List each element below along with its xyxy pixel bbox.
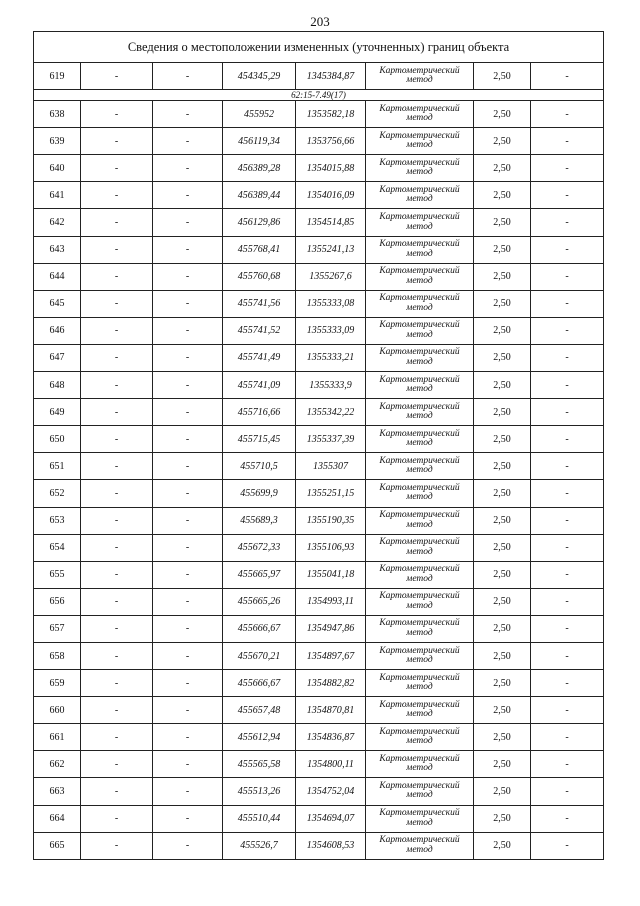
new-x: 455666,67 (223, 670, 296, 697)
point-number: 662 (34, 751, 81, 778)
new-y: 1354016,09 (296, 182, 366, 209)
new-y: 1355190,35 (296, 507, 366, 534)
old-y: - (153, 832, 223, 859)
description: - (531, 128, 604, 155)
new-x: 455768,41 (223, 236, 296, 263)
method: Картометрический метод (366, 182, 474, 209)
old-x: - (81, 63, 153, 90)
old-x: - (81, 534, 153, 561)
new-x: 455741,49 (223, 344, 296, 371)
method: Картометрический метод (366, 101, 474, 128)
method: Картометрический метод (366, 588, 474, 615)
old-y: - (153, 642, 223, 669)
old-y: - (153, 561, 223, 588)
new-y: 1354993,11 (296, 588, 366, 615)
point-number: 646 (34, 317, 81, 344)
accuracy: 2,50 (474, 63, 531, 90)
new-y: 1355041,18 (296, 561, 366, 588)
table-row (34, 778, 604, 805)
point-number: 654 (34, 534, 81, 561)
accuracy: 2,50 (474, 209, 531, 236)
old-x: - (81, 507, 153, 534)
old-y: - (153, 317, 223, 344)
point-number: 619 (34, 63, 81, 90)
new-y: 1345384,87 (296, 63, 366, 90)
new-y: 1355267,6 (296, 263, 366, 290)
new-y: 1353756,66 (296, 128, 366, 155)
point-number: 655 (34, 561, 81, 588)
old-x: - (81, 453, 153, 480)
new-y: 1355251,15 (296, 480, 366, 507)
new-y: 1354882,82 (296, 670, 366, 697)
accuracy: 2,50 (474, 724, 531, 751)
old-y: - (153, 344, 223, 371)
accuracy: 2,50 (474, 236, 531, 263)
old-y: - (153, 697, 223, 724)
new-y: 1354015,88 (296, 155, 366, 182)
method: Картометрический метод (366, 128, 474, 155)
accuracy: 2,50 (474, 263, 531, 290)
new-x: 456129,86 (223, 209, 296, 236)
old-x: - (81, 561, 153, 588)
point-number: 645 (34, 290, 81, 317)
method: Картометрический метод (366, 778, 474, 805)
new-x: 455665,97 (223, 561, 296, 588)
point-number: 660 (34, 697, 81, 724)
point-number: 663 (34, 778, 81, 805)
old-x: - (81, 155, 153, 182)
accuracy: 2,50 (474, 751, 531, 778)
table-row (34, 290, 604, 317)
old-x: - (81, 588, 153, 615)
old-y: - (153, 534, 223, 561)
point-number: 657 (34, 615, 81, 642)
old-x: - (81, 426, 153, 453)
method: Картометрический метод (366, 642, 474, 669)
new-x: 455665,26 (223, 588, 296, 615)
method: Картометрический метод (366, 209, 474, 236)
boundary-coordinates-table (33, 31, 604, 860)
point-number: 653 (34, 507, 81, 534)
new-x: 455666,67 (223, 615, 296, 642)
description: - (531, 778, 604, 805)
method: Картометрический метод (366, 805, 474, 832)
point-number: 651 (34, 453, 81, 480)
new-y: 1355307 (296, 453, 366, 480)
table-row (34, 101, 604, 128)
method: Картометрический метод (366, 615, 474, 642)
point-number: 641 (34, 182, 81, 209)
description: - (531, 670, 604, 697)
accuracy: 2,50 (474, 642, 531, 669)
table-row (34, 263, 604, 290)
new-y: 1354870,81 (296, 697, 366, 724)
table-row (34, 507, 604, 534)
new-x: 455689,3 (223, 507, 296, 534)
old-x: - (81, 290, 153, 317)
table-row (34, 426, 604, 453)
method: Картометрический метод (366, 236, 474, 263)
description: - (531, 480, 604, 507)
old-x: - (81, 778, 153, 805)
method: Картометрический метод (366, 534, 474, 561)
old-y: - (153, 209, 223, 236)
method: Картометрический метод (366, 290, 474, 317)
table-title-row (34, 32, 604, 63)
old-x: - (81, 263, 153, 290)
new-y: 1355333,08 (296, 290, 366, 317)
section-header-row (34, 90, 604, 101)
point-number: 643 (34, 236, 81, 263)
description: - (531, 236, 604, 263)
accuracy: 2,50 (474, 399, 531, 426)
old-x: - (81, 697, 153, 724)
point-number: 647 (34, 344, 81, 371)
new-y: 1354947,86 (296, 615, 366, 642)
old-x: - (81, 615, 153, 642)
new-x: 455715,45 (223, 426, 296, 453)
description: - (531, 832, 604, 859)
point-number: 652 (34, 480, 81, 507)
accuracy: 2,50 (474, 507, 531, 534)
method: Картометрический метод (366, 155, 474, 182)
old-x: - (81, 128, 153, 155)
point-number: 650 (34, 426, 81, 453)
accuracy: 2,50 (474, 426, 531, 453)
new-y: 1355333,09 (296, 317, 366, 344)
new-y: 1354608,53 (296, 832, 366, 859)
accuracy: 2,50 (474, 290, 531, 317)
accuracy: 2,50 (474, 344, 531, 371)
point-number: 656 (34, 588, 81, 615)
old-y: - (153, 453, 223, 480)
description: - (531, 805, 604, 832)
new-x: 455952 (223, 101, 296, 128)
old-x: - (81, 724, 153, 751)
table-row (34, 236, 604, 263)
accuracy: 2,50 (474, 128, 531, 155)
table-row (34, 832, 604, 859)
table-row (34, 670, 604, 697)
description: - (531, 561, 604, 588)
new-x: 455741,09 (223, 372, 296, 399)
old-y: - (153, 236, 223, 263)
method: Картометрический метод (366, 697, 474, 724)
method: Картометрический метод (366, 507, 474, 534)
new-y: 1354836,87 (296, 724, 366, 751)
old-y: - (153, 615, 223, 642)
new-y: 1354694,07 (296, 805, 366, 832)
accuracy: 2,50 (474, 480, 531, 507)
description: - (531, 101, 604, 128)
old-y: - (153, 290, 223, 317)
new-x: 456389,28 (223, 155, 296, 182)
description: - (531, 399, 604, 426)
point-number: 640 (34, 155, 81, 182)
old-y: - (153, 155, 223, 182)
old-x: - (81, 344, 153, 371)
description: - (531, 453, 604, 480)
description: - (531, 344, 604, 371)
old-y: - (153, 426, 223, 453)
description: - (531, 263, 604, 290)
method: Картометрический метод (366, 480, 474, 507)
table-row (34, 642, 604, 669)
table-row (34, 751, 604, 778)
method: Картометрический метод (366, 344, 474, 371)
method: Картометрический метод (366, 426, 474, 453)
point-number: 659 (34, 670, 81, 697)
old-x: - (81, 642, 153, 669)
new-y: 1354752,04 (296, 778, 366, 805)
description: - (531, 317, 604, 344)
old-y: - (153, 724, 223, 751)
description: - (531, 534, 604, 561)
old-y: - (153, 778, 223, 805)
accuracy: 2,50 (474, 805, 531, 832)
table-row (34, 63, 604, 90)
table-row (34, 128, 604, 155)
table-row (34, 209, 604, 236)
method: Картометрический метод (366, 63, 474, 90)
new-y: 1355106,93 (296, 534, 366, 561)
description: - (531, 588, 604, 615)
table-row (34, 453, 604, 480)
method: Картометрический метод (366, 372, 474, 399)
accuracy: 2,50 (474, 534, 531, 561)
accuracy: 2,50 (474, 182, 531, 209)
old-x: - (81, 399, 153, 426)
old-x: - (81, 209, 153, 236)
description: - (531, 697, 604, 724)
accuracy: 2,50 (474, 101, 531, 128)
new-x: 455710,5 (223, 453, 296, 480)
table-title: Сведения о местоположении измененных (уточненных) границ объекта (34, 32, 604, 63)
description: - (531, 642, 604, 669)
new-y: 1355342,22 (296, 399, 366, 426)
method: Картометрический метод (366, 561, 474, 588)
method: Картометрический метод (366, 724, 474, 751)
point-number: 649 (34, 399, 81, 426)
new-x: 456389,44 (223, 182, 296, 209)
old-y: - (153, 63, 223, 90)
old-x: - (81, 182, 153, 209)
old-y: - (153, 263, 223, 290)
description: - (531, 209, 604, 236)
table-row (34, 561, 604, 588)
point-number: 648 (34, 372, 81, 399)
old-x: - (81, 317, 153, 344)
old-x: - (81, 805, 153, 832)
new-x: 455510,44 (223, 805, 296, 832)
accuracy: 2,50 (474, 453, 531, 480)
point-number: 665 (34, 832, 81, 859)
old-x: - (81, 670, 153, 697)
table-row (34, 588, 604, 615)
new-y: 1354897,67 (296, 642, 366, 669)
accuracy: 2,50 (474, 670, 531, 697)
accuracy: 2,50 (474, 155, 531, 182)
point-number: 638 (34, 101, 81, 128)
new-x: 455526,7 (223, 832, 296, 859)
accuracy: 2,50 (474, 317, 531, 344)
method: Картометрический метод (366, 670, 474, 697)
old-y: - (153, 399, 223, 426)
new-x: 455513,26 (223, 778, 296, 805)
table-row (34, 534, 604, 561)
old-y: - (153, 751, 223, 778)
old-x: - (81, 372, 153, 399)
description: - (531, 290, 604, 317)
new-x: 455699,9 (223, 480, 296, 507)
description: - (531, 372, 604, 399)
table-row (34, 182, 604, 209)
new-x: 455741,52 (223, 317, 296, 344)
new-y: 1353582,18 (296, 101, 366, 128)
method: Картометрический метод (366, 317, 474, 344)
method: Картометрический метод (366, 399, 474, 426)
description: - (531, 426, 604, 453)
table-row (34, 399, 604, 426)
description: - (531, 615, 604, 642)
table-row (34, 317, 604, 344)
old-y: - (153, 480, 223, 507)
description: - (531, 155, 604, 182)
point-number: 658 (34, 642, 81, 669)
accuracy: 2,50 (474, 615, 531, 642)
old-y: - (153, 588, 223, 615)
table-row (34, 155, 604, 182)
old-y: - (153, 670, 223, 697)
table-row (34, 480, 604, 507)
new-x: 455741,56 (223, 290, 296, 317)
accuracy: 2,50 (474, 588, 531, 615)
new-x: 456119,34 (223, 128, 296, 155)
new-y: 1354800,11 (296, 751, 366, 778)
new-x: 454345,29 (223, 63, 296, 90)
point-number: 661 (34, 724, 81, 751)
old-y: - (153, 805, 223, 832)
point-number: 664 (34, 805, 81, 832)
table-row (34, 615, 604, 642)
accuracy: 2,50 (474, 832, 531, 859)
new-y: 1355241,13 (296, 236, 366, 263)
old-x: - (81, 480, 153, 507)
description: - (531, 751, 604, 778)
accuracy: 2,50 (474, 372, 531, 399)
new-x: 455565,58 (223, 751, 296, 778)
old-y: - (153, 507, 223, 534)
point-number: 642 (34, 209, 81, 236)
new-x: 455612,94 (223, 724, 296, 751)
old-x: - (81, 832, 153, 859)
method: Картометрический метод (366, 751, 474, 778)
table-row (34, 724, 604, 751)
description: - (531, 63, 604, 90)
method: Картометрический метод (366, 263, 474, 290)
old-y: - (153, 372, 223, 399)
old-y: - (153, 182, 223, 209)
accuracy: 2,50 (474, 561, 531, 588)
table-row (34, 697, 604, 724)
new-x: 455716,66 (223, 399, 296, 426)
method: Картометрический метод (366, 453, 474, 480)
accuracy: 2,50 (474, 697, 531, 724)
method: Картометрический метод (366, 832, 474, 859)
point-number: 639 (34, 128, 81, 155)
new-y: 1355337,39 (296, 426, 366, 453)
table-row (34, 344, 604, 371)
description: - (531, 182, 604, 209)
old-x: - (81, 236, 153, 263)
accuracy: 2,50 (474, 778, 531, 805)
new-x: 455760,68 (223, 263, 296, 290)
description: - (531, 724, 604, 751)
new-y: 1355333,21 (296, 344, 366, 371)
section-label: 62:15-7.49(17) (34, 90, 604, 101)
new-x: 455672,33 (223, 534, 296, 561)
old-y: - (153, 101, 223, 128)
old-x: - (81, 101, 153, 128)
page-number: 203 (310, 14, 330, 29)
new-x: 455670,21 (223, 642, 296, 669)
new-x: 455657,48 (223, 697, 296, 724)
table-row (34, 805, 604, 832)
point-number: 644 (34, 263, 81, 290)
description: - (531, 507, 604, 534)
old-x: - (81, 751, 153, 778)
old-y: - (153, 128, 223, 155)
new-y: 1355333,9 (296, 372, 366, 399)
table-row (34, 372, 604, 399)
new-y: 1354514,85 (296, 209, 366, 236)
